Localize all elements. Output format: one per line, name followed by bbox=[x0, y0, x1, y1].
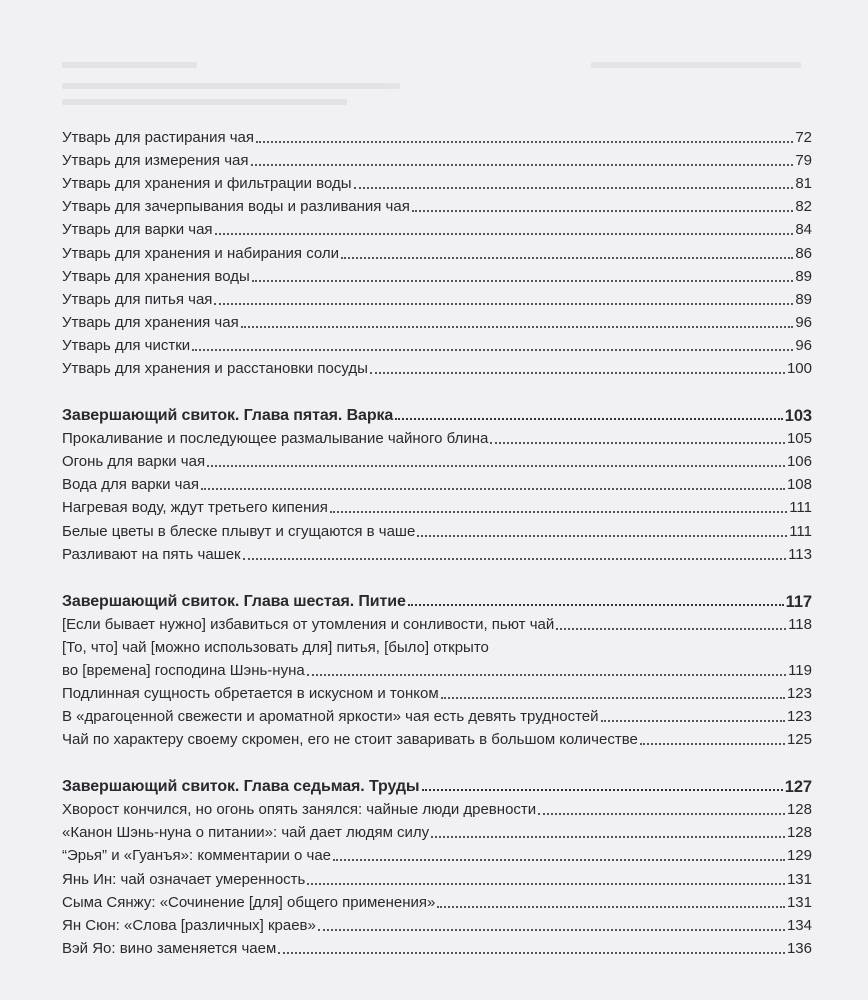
toc-entry-title: Утварь для зачерпывания воды и разливания чая bbox=[62, 198, 410, 216]
toc-entry bbox=[62, 680, 812, 703]
toc-entry bbox=[62, 355, 812, 378]
dot-leader bbox=[441, 697, 785, 699]
dot-leader bbox=[256, 141, 793, 143]
chapter-heading-title: Завершающий свиток. Глава пятая. Варка bbox=[62, 407, 394, 425]
dot-leader bbox=[370, 372, 785, 374]
toc-entry-page-number: 96 bbox=[795, 313, 812, 331]
toc-entry bbox=[62, 216, 812, 239]
toc-entry-title: В «драгоценной свежести и ароматной яркости» чая есть девять трудностей bbox=[62, 708, 599, 726]
toc-entry bbox=[62, 494, 812, 517]
toc-entry-title: Прокаливание и последующее размалывание чайного блина bbox=[62, 430, 489, 448]
toc-entry bbox=[62, 796, 812, 819]
table-of-contents bbox=[62, 124, 812, 958]
toc-entry-title: Белые цветы в блеске плывут и сгущаются в чаше bbox=[62, 522, 416, 540]
toc-entry bbox=[62, 425, 812, 448]
toc-entry-title: Утварь для варки чая bbox=[62, 221, 213, 239]
toc-entry bbox=[62, 541, 812, 564]
dot-leader bbox=[431, 836, 785, 838]
toc-entry-title: Разливают на пять чашек bbox=[62, 545, 241, 563]
toc-entry bbox=[62, 309, 812, 332]
toc-entry bbox=[62, 726, 812, 749]
dot-leader bbox=[243, 558, 786, 560]
toc-entry-title: Чай по характеру своему скромен, его не стоит заваривать в большом количестве bbox=[62, 731, 638, 749]
toc-entry-title: Огонь для варки чая bbox=[62, 453, 206, 471]
toc-entry-title: Утварь для питья чая bbox=[62, 290, 213, 308]
dot-leader bbox=[333, 859, 785, 861]
toc-entry-page-number: 72 bbox=[795, 129, 812, 147]
dot-leader bbox=[556, 628, 786, 630]
dot-leader bbox=[207, 465, 785, 467]
toc-entry-title: Утварь для хранения и расстановки посуды bbox=[62, 360, 368, 378]
toc-entry-page-number: 111 bbox=[789, 522, 812, 540]
toc-entry-page-number: 108 bbox=[786, 476, 812, 494]
toc-entry-title: Янь Ин: чай означает умеренность bbox=[62, 870, 306, 888]
toc-entry bbox=[62, 286, 812, 309]
toc-entry-title: Утварь для хранения и набирания соли bbox=[62, 244, 340, 262]
toc-entry-page-number: 125 bbox=[786, 731, 812, 749]
dot-leader bbox=[330, 511, 787, 513]
toc-entry-page-number: 96 bbox=[795, 336, 812, 354]
toc-entry bbox=[62, 263, 812, 286]
toc-entry bbox=[62, 332, 812, 355]
toc-entry bbox=[62, 912, 812, 935]
dot-leader bbox=[412, 210, 793, 212]
toc-entry-title: Утварь для хранения чая bbox=[62, 313, 239, 331]
toc-entry bbox=[62, 471, 812, 494]
toc-entry-title: Подлинная сущность обретается в искусном и тонком bbox=[62, 684, 439, 702]
toc-entry-title: Утварь для растирания чая bbox=[62, 129, 255, 147]
toc-entry-continuation bbox=[62, 657, 812, 680]
dot-leader bbox=[408, 604, 784, 606]
toc-entry-title: Хворост кончился, но огонь опять занялся: чайные люди древности bbox=[62, 801, 537, 819]
toc-entry-title: Утварь для хранения воды bbox=[62, 267, 250, 285]
toc-entry-title: Нагревая воду, ждут третьего кипения bbox=[62, 499, 328, 517]
toc-entry-title: Вэй Яо: вино заменяется чаем bbox=[62, 939, 277, 957]
toc-entry-page-number: 81 bbox=[795, 175, 812, 193]
toc-entry bbox=[62, 889, 812, 912]
dot-leader bbox=[640, 743, 785, 745]
toc-entry bbox=[62, 239, 812, 262]
toc-entry-continuation-title: во [времена] господина Шэнь-нуна bbox=[62, 661, 305, 679]
toc-section bbox=[62, 124, 812, 378]
toc-entry bbox=[62, 842, 812, 865]
toc-entry-page-number: 89 bbox=[795, 267, 812, 285]
toc-entry-title: “Эрья” и «Гуанъя»: комментарии о чае bbox=[62, 847, 332, 865]
dot-leader bbox=[251, 164, 794, 166]
dot-leader bbox=[307, 674, 786, 676]
toc-entry-page-number: 123 bbox=[786, 708, 812, 726]
dot-leader bbox=[490, 442, 785, 444]
dot-leader bbox=[252, 280, 794, 282]
chapter-heading-title: Завершающий свиток. Глава шестая. Питие bbox=[62, 592, 406, 610]
dot-leader bbox=[417, 535, 787, 537]
toc-entry-page-number: 128 bbox=[786, 824, 812, 842]
toc-entry-page-number: 111 bbox=[789, 499, 812, 517]
toc-entry-title: Утварь для измерения чая bbox=[62, 152, 249, 170]
toc-entry-title: Сыма Сянжу: «Сочинение [для] общего применения» bbox=[62, 893, 436, 911]
toc-entry-page-number: 113 bbox=[788, 545, 812, 563]
dot-leader bbox=[192, 349, 793, 351]
dot-leader bbox=[318, 929, 785, 931]
show-through-text bbox=[62, 62, 812, 122]
chapter-heading bbox=[62, 585, 812, 611]
chapter-heading bbox=[62, 770, 812, 796]
toc-entry bbox=[62, 147, 812, 170]
toc-entry-title: [То, что] чай [можно использовать для] питья, [было] открыто bbox=[62, 638, 489, 656]
dot-leader bbox=[307, 883, 785, 885]
toc-entry-page-number: 123 bbox=[786, 684, 812, 702]
toc-entry-page-number: 86 bbox=[795, 244, 812, 262]
toc-entry-page-number: 118 bbox=[788, 615, 812, 633]
toc-section bbox=[62, 585, 812, 750]
chapter-heading bbox=[62, 399, 812, 425]
toc-entry-page-number: 84 bbox=[795, 221, 812, 239]
toc-entry-page-number: 100 bbox=[786, 360, 812, 378]
toc-entry bbox=[62, 865, 812, 888]
toc-entry bbox=[62, 611, 812, 634]
dot-leader bbox=[278, 952, 785, 954]
dot-leader bbox=[241, 326, 794, 328]
toc-entry-title: «Канон Шэнь-нуна о питании»: чай дает людям силу bbox=[62, 824, 430, 842]
toc-entry-page-number: 129 bbox=[786, 847, 812, 865]
toc-entry-page-number: 105 bbox=[786, 430, 812, 448]
toc-entry-page-number: 106 bbox=[786, 453, 812, 471]
toc-entry-page-number: 79 bbox=[795, 152, 812, 170]
toc-entry bbox=[62, 448, 812, 471]
toc-section bbox=[62, 399, 812, 564]
toc-entry-page-number: 82 bbox=[795, 198, 812, 216]
dot-leader bbox=[601, 720, 785, 722]
toc-entry-title: Утварь для хранения и фильтрации воды bbox=[62, 175, 352, 193]
dot-leader bbox=[201, 488, 785, 490]
dot-leader bbox=[214, 303, 793, 305]
toc-entry bbox=[62, 170, 812, 193]
toc-entry bbox=[62, 819, 812, 842]
dot-leader bbox=[341, 257, 793, 259]
chapter-heading-page-number: 127 bbox=[784, 778, 812, 797]
dot-leader bbox=[437, 906, 785, 908]
toc-section bbox=[62, 770, 812, 958]
toc-entry-title: Вода для варки чая bbox=[62, 476, 199, 494]
toc-entry-page-number: 128 bbox=[786, 801, 812, 819]
chapter-heading-page-number: 103 bbox=[784, 407, 812, 426]
dot-leader bbox=[422, 789, 783, 791]
toc-entry bbox=[62, 935, 812, 958]
toc-entry-continuation-page-number: 119 bbox=[788, 661, 812, 679]
toc-entry-title: Утварь для чистки bbox=[62, 336, 191, 354]
dot-leader bbox=[395, 418, 783, 420]
chapter-heading-title: Завершающий свиток. Глава седьмая. Труды bbox=[62, 778, 420, 796]
toc-entry bbox=[62, 124, 812, 147]
toc-entry-page-number: 131 bbox=[786, 893, 812, 911]
toc-entry bbox=[62, 703, 812, 726]
dot-leader bbox=[354, 187, 794, 189]
toc-entry-title: Ян Сюн: «Слова [различных] краев» bbox=[62, 916, 316, 934]
toc-entry-page-number: 136 bbox=[786, 939, 812, 957]
dot-leader bbox=[215, 233, 794, 235]
chapter-heading-page-number: 117 bbox=[785, 592, 812, 611]
toc-entry-page-number: 134 bbox=[786, 916, 812, 934]
toc-entry-title: [Если бывает нужно] избавиться от утомления и сонливости, пьют чай bbox=[62, 615, 555, 633]
toc-entry-page-number: 131 bbox=[786, 870, 812, 888]
toc-entry bbox=[62, 634, 812, 657]
toc-entry bbox=[62, 193, 812, 216]
toc-entry-page-number: 89 bbox=[795, 290, 812, 308]
dot-leader bbox=[538, 813, 785, 815]
toc-entry bbox=[62, 517, 812, 540]
